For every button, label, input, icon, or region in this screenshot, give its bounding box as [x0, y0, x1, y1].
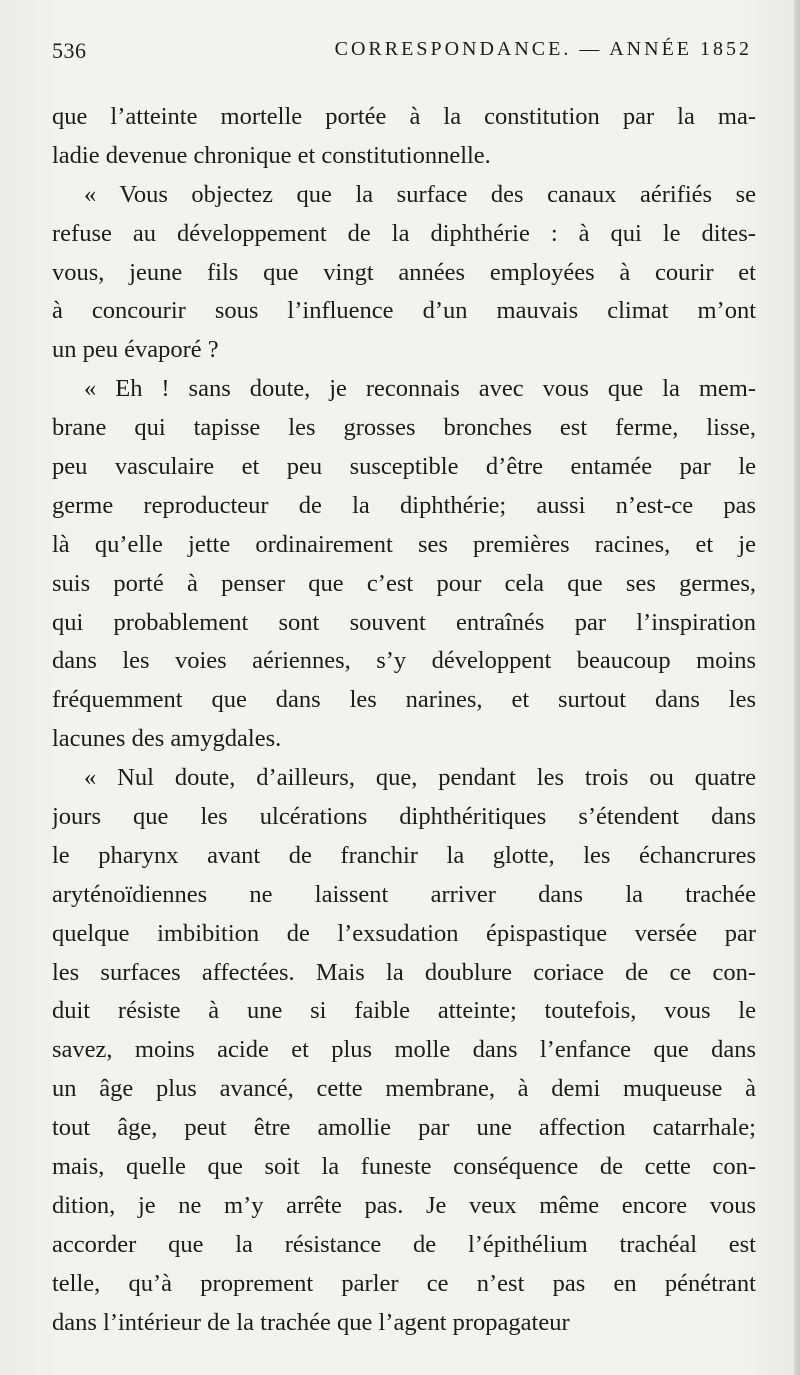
text-line: mais, quelle que soit la funeste conséquence de cette con-: [52, 1153, 756, 1181]
paragraph: [52, 98, 756, 176]
text-line: les surfaces affectées. Mais la doublure coriace de ce con-: [52, 958, 756, 986]
page-edge-shadow: [794, 0, 800, 1375]
text-line: un peu évaporé ?: [52, 336, 219, 364]
text-line: accorder que la résistance de l’épithélium trachéal est: [52, 1230, 756, 1258]
text-line: telle, qu’à proprement parler ce n’est pas en pénétrant: [52, 1269, 756, 1297]
text-line: jours que les ulcérations diphthéritiques s’étendent dans: [52, 803, 756, 831]
text-line: là qu’elle jette ordinairement ses premières racines, et je: [52, 530, 756, 558]
text-line: qui probablement sont souvent entraînés par l’inspiration: [52, 608, 756, 636]
text-line: fréquemment que dans les narines, et surtout dans les: [52, 686, 756, 714]
paragraph: [52, 370, 756, 759]
text-line: suis porté à penser que c’est pour cela que ses germes,: [52, 569, 756, 597]
page-number: 536: [52, 38, 87, 63]
text-line: brane qui tapisse les grosses bronches est ferme, lisse,: [52, 414, 756, 442]
text-line: ladie devenue chronique et constitutionnelle.: [52, 141, 491, 169]
running-head: [52, 38, 760, 70]
text-line: savez, moins acide et plus molle dans l’enfance que dans: [52, 1036, 756, 1064]
text-line: « Eh ! sans doute, je reconnais avec vous que la mem-: [84, 375, 756, 403]
text-line: lacunes des amygdales.: [52, 725, 282, 753]
text-line: vous, jeune fils que vingt années employées à courir et: [52, 258, 756, 286]
body-text: [52, 98, 756, 1343]
text-line: peu vasculaire et peu susceptible d’être entamée par le: [52, 453, 756, 481]
text-line: « Vous objectez que la surface des canaux aérifiés se: [84, 180, 756, 208]
text-line: dition, je ne m’y arrête pas. Je veux même encore vous: [52, 1191, 756, 1219]
text-line: le pharynx avant de franchir la glotte, les échancrures: [52, 841, 756, 869]
text-line: aryténoïdiennes ne laissent arriver dans la trachée: [52, 880, 756, 908]
text-line: germe reproducteur de la diphthérie; aussi n’est-ce pas: [52, 491, 756, 519]
text-line: que l’atteinte mortelle portée à la constitution par la ma-: [52, 103, 756, 130]
text-line: refuse au développement de la diphthérie : à qui le dites-: [52, 219, 756, 247]
running-title: CORRESPONDANCE. — ANNÉE 1852: [334, 38, 752, 60]
text-line: tout âge, peut être amollie par une affection catarrhale;: [52, 1114, 756, 1142]
text-line: quelque imbibition de l’exsudation épispastique versée par: [52, 919, 756, 947]
text-line: « Nul doute, d’ailleurs, que, pendant les trois ou quatre: [84, 764, 756, 792]
paragraph: [52, 176, 756, 370]
paragraph: [52, 759, 756, 1342]
text-line: un âge plus avancé, cette membrane, à demi muqueuse à: [52, 1075, 756, 1103]
text-line: dans les voies aériennes, s’y développent beaucoup moins: [52, 647, 756, 675]
text-line: duit résiste à une si faible atteinte; toutefois, vous le: [52, 997, 756, 1025]
text-line: dans l’intérieur de la trachée que l’agent propagateur: [52, 1308, 570, 1336]
text-line: à concourir sous l’influence d’un mauvais climat m’ont: [52, 297, 756, 325]
